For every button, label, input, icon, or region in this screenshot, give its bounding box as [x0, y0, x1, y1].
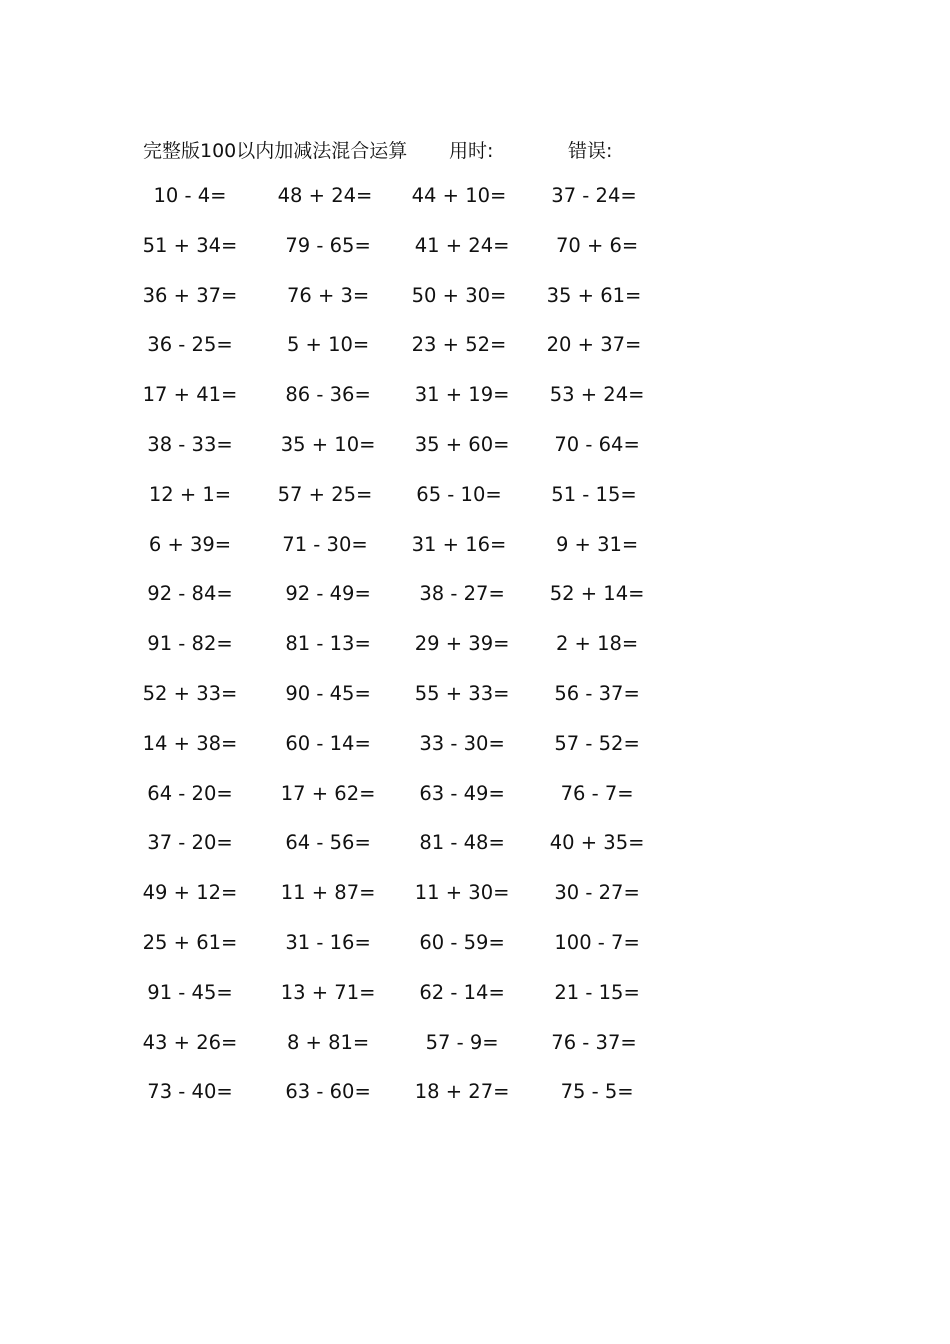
math-problem: 38 - 27=	[413, 582, 505, 606]
math-problem: 56 - 37=	[548, 681, 640, 705]
math-problem: 65 - 10=	[416, 482, 502, 506]
math-problem: 2 + 18=	[549, 632, 639, 656]
math-problem: 55 + 33=	[408, 681, 510, 705]
math-problem: 38 - 33=	[147, 432, 233, 456]
problem-row	[0, 184, 950, 234]
math-problem: 64 - 20=	[147, 781, 233, 805]
math-problem: 73 - 40=	[147, 1080, 233, 1104]
math-problem: 43 + 26=	[142, 1030, 238, 1054]
problem-row	[0, 533, 950, 583]
math-problem: 76 - 7=	[554, 781, 634, 805]
math-problem: 29 + 39=	[408, 632, 510, 656]
worksheet-header	[0, 136, 950, 166]
math-problem: 52 + 33=	[142, 681, 238, 705]
problem-row	[0, 433, 950, 483]
problem-row	[0, 582, 950, 632]
math-problem: 25 + 61=	[142, 930, 238, 954]
math-problem: 79 - 65=	[279, 233, 371, 257]
math-problem: 35 + 10=	[274, 432, 376, 456]
math-problem: 44 + 10=	[411, 184, 507, 207]
math-problem: 31 + 19=	[408, 383, 510, 407]
math-problem: 37 - 20=	[147, 831, 233, 855]
problem-row	[0, 732, 950, 782]
problem-row	[0, 831, 950, 881]
math-problem: 52 + 14=	[543, 582, 645, 606]
math-problem: 36 + 37=	[142, 283, 238, 307]
time-used-label: 用时:	[449, 140, 494, 162]
math-problem: 5 + 10=	[280, 333, 370, 357]
math-problem: 17 + 41=	[142, 383, 238, 407]
math-problem: 81 - 13=	[279, 632, 371, 656]
math-problem: 12 + 1=	[148, 482, 232, 506]
problem-row	[0, 1080, 950, 1130]
math-problem: 57 - 52=	[548, 731, 640, 755]
math-problem: 33 - 30=	[413, 731, 505, 755]
math-problem: 76 - 37=	[551, 1030, 637, 1054]
worksheet-title: 完整版100以内加减法混合运算	[143, 140, 408, 162]
math-problem: 100 - 7=	[548, 930, 640, 954]
math-problem: 48 + 24=	[277, 184, 373, 207]
math-problem: 31 + 16=	[411, 532, 507, 556]
math-problem: 23 + 52=	[411, 333, 507, 357]
math-problem: 75 - 5=	[554, 1080, 634, 1104]
math-problem: 14 + 38=	[142, 731, 238, 755]
math-problem: 51 - 15=	[551, 482, 637, 506]
math-problem: 63 - 49=	[413, 781, 505, 805]
error-count-label: 错误:	[568, 140, 613, 162]
math-problem: 60 - 59=	[413, 930, 505, 954]
math-problem: 92 - 84=	[147, 582, 233, 606]
problem-grid	[0, 184, 950, 1130]
math-problem: 53 + 24=	[543, 383, 645, 407]
math-problem: 9 + 31=	[549, 532, 639, 556]
math-problem: 49 + 12=	[142, 881, 238, 905]
math-problem: 21 - 15=	[548, 980, 640, 1004]
math-problem: 35 + 60=	[408, 432, 510, 456]
problem-row	[0, 383, 950, 433]
math-problem: 71 - 30=	[282, 532, 368, 556]
problem-row	[0, 981, 950, 1031]
math-problem: 50 + 30=	[411, 283, 507, 307]
math-problem: 36 - 25=	[147, 333, 233, 357]
math-problem: 86 - 36=	[279, 383, 371, 407]
problem-row	[0, 333, 950, 383]
math-problem: 35 + 61=	[546, 283, 642, 307]
math-problem: 91 - 82=	[147, 632, 233, 656]
math-problem: 11 + 30=	[408, 881, 510, 905]
math-problem: 20 + 37=	[546, 333, 642, 357]
math-problem: 17 + 62=	[274, 781, 376, 805]
problem-row	[0, 284, 950, 334]
math-problem: 11 + 87=	[274, 881, 376, 905]
math-problem: 51 + 34=	[142, 233, 238, 257]
math-problem: 30 - 27=	[548, 881, 640, 905]
math-problem: 31 - 16=	[279, 930, 371, 954]
problem-row	[0, 782, 950, 832]
math-problem: 37 - 24=	[551, 184, 637, 207]
math-problem: 57 + 25=	[277, 482, 373, 506]
math-problem: 90 - 45=	[279, 681, 371, 705]
math-problem: 70 + 6=	[549, 233, 639, 257]
math-problem: 92 - 49=	[279, 582, 371, 606]
math-problem: 60 - 14=	[279, 731, 371, 755]
math-problem: 76 + 3=	[280, 283, 370, 307]
math-problem: 6 + 39=	[148, 532, 232, 556]
math-problem: 8 + 81=	[280, 1030, 370, 1054]
math-problem: 91 - 45=	[147, 980, 233, 1004]
math-problem: 41 + 24=	[408, 233, 510, 257]
problem-row	[0, 483, 950, 533]
problem-row	[0, 931, 950, 981]
math-problem: 10 - 4=	[153, 184, 227, 207]
math-problem: 13 + 71=	[274, 980, 376, 1004]
math-problem: 57 - 9=	[419, 1030, 499, 1054]
math-problem: 64 - 56=	[279, 831, 371, 855]
math-problem: 18 + 27=	[408, 1080, 510, 1104]
problem-row	[0, 881, 950, 931]
problem-row	[0, 1031, 950, 1081]
problem-row	[0, 234, 950, 284]
math-problem: 62 - 14=	[413, 980, 505, 1004]
problem-row	[0, 682, 950, 732]
math-problem: 63 - 60=	[279, 1080, 371, 1104]
math-problem: 40 + 35=	[543, 831, 645, 855]
math-problem: 70 - 64=	[548, 432, 640, 456]
math-problem: 81 - 48=	[413, 831, 505, 855]
problem-row	[0, 632, 950, 682]
